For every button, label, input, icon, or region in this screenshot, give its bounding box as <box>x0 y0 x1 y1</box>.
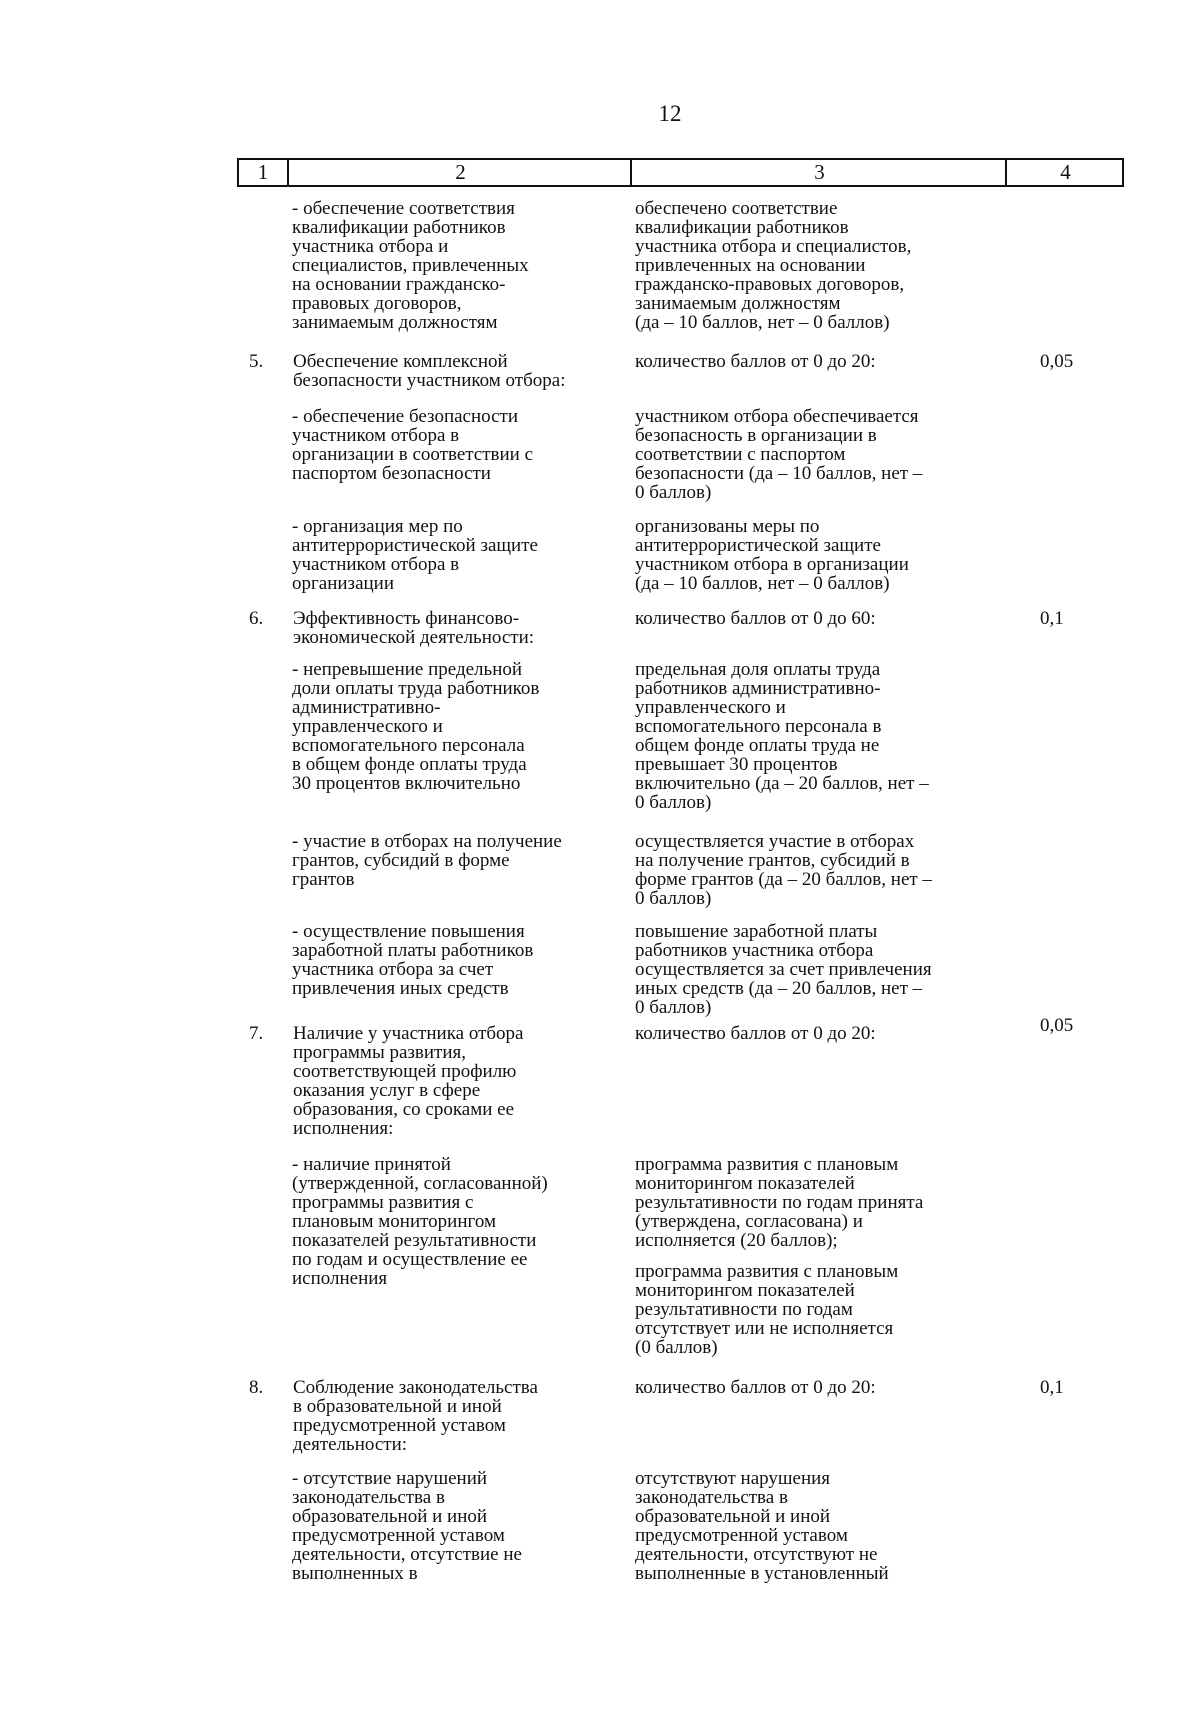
row-number: 5. <box>249 351 264 372</box>
evaluation-text: осуществляется участие в отборах на получение грантов, субсидий в форме грантов (да – 20 баллов, нет – 0 баллов) <box>635 831 932 909</box>
row-number: 7. <box>249 1023 264 1044</box>
row-number: 6. <box>249 608 264 629</box>
column-header-1: 1 <box>257 160 269 184</box>
evaluation-text: количество баллов от 0 до 20: <box>635 351 876 372</box>
evaluation-text-alternative: программа развития с плановым мониторингом показателей результативности по годам отсутствует или не исполняется (0 баллов) <box>635 1261 899 1358</box>
sub-criterion-text: - непревышение предельной доли оплаты труда работников административно- управленческого и вспомогательного персонала в общем фонде оплаты труда 30 процентов включительно <box>292 659 540 794</box>
column-header-3: 3 <box>630 160 1007 185</box>
evaluation-text: количество баллов от 0 до 20: <box>635 1023 876 1044</box>
sub-criterion-text: - осуществление повышения заработной платы работников участника отбора за счет привлечения иных средств <box>292 921 534 999</box>
criterion-text: Эффективность финансово- экономической деятельности: <box>293 608 535 648</box>
table-header-row <box>237 158 1124 187</box>
sub-criterion-text: - обеспечение безопасности участником отбора в организации в соответствии с паспортом безопасности <box>292 406 534 484</box>
page-number: 12 <box>658 101 682 126</box>
weight-value: 0,1 <box>1040 608 1064 629</box>
sub-criterion-text: - наличие принятой (утвержденной, согласованной) программы развития с плановым мониторингом показателей результативности по годам и осуществление ее исполнения <box>292 1154 548 1289</box>
evaluation-text: повышение заработной платы работников участника отбора осуществляется за счет привлечения иных средств (да – 20 баллов, нет – 0 баллов) <box>635 921 932 1018</box>
column-header-2: 2 <box>287 160 632 185</box>
weight-value: 0,1 <box>1040 1377 1064 1398</box>
row-number: 8. <box>249 1377 264 1398</box>
evaluation-text: участником отбора обеспечивается безопасность в организации в соответствии с паспортом безопасности (да – 10 баллов, нет – 0 баллов) <box>635 406 923 503</box>
sub-criterion-text: - обеспечение соответствия квалификации работников участника отбора и специалистов, привлеченных на основании гражданско- правовых договоров, занимаемым должностям <box>292 198 529 333</box>
evaluation-text: отсутствуют нарушения законодательства в образовательной и иной предусмотренной уставом деятельности, отсутствуют не выполненные в установленный <box>635 1468 889 1584</box>
evaluation-text: программа развития с плановым мониторингом показателей результативности по годам принята (утверждена, согласована) и исполняется (20 баллов); <box>635 1154 924 1251</box>
column-header-4: 4 <box>1005 160 1124 185</box>
criterion-text: Наличие у участника отбора программы развития, соответствующей профилю оказания услуг в сфере образования, со сроками ее исполнения: <box>293 1023 524 1139</box>
evaluation-text: организованы меры по антитеррористической защите участником отбора в организации (да – 10 баллов, нет – 0 баллов) <box>635 516 909 594</box>
evaluation-text: количество баллов от 0 до 60: <box>635 608 876 629</box>
sub-criterion-text: - отсутствие нарушений законодательства в образовательной и иной предусмотренной уставом деятельности, отсутствие не выполненных в <box>292 1468 522 1584</box>
criterion-text: Соблюдение законодательства в образовательной и иной предусмотренной уставом деятельности: <box>293 1377 538 1455</box>
criterion-text: Обеспечение комплексной безопасности участником отбора: <box>293 351 566 391</box>
weight-value: 0,05 <box>1040 351 1074 372</box>
sub-criterion-text: - участие в отборах на получение грантов, субсидий в форме грантов <box>292 831 562 890</box>
weight-value: 0,05 <box>1040 1015 1074 1036</box>
evaluation-text: обеспечено соответствие квалификации работников участника отбора и специалистов, привлеченных на основании гражданско-правовых договоров, занимаемым должностям (да – 10 баллов, нет – 0 баллов) <box>635 198 912 333</box>
evaluation-text: количество баллов от 0 до 20: <box>635 1377 876 1398</box>
evaluation-text: предельная доля оплаты труда работников административно- управленческого и вспомогательного персонала в общем фонде оплаты труда не превышает 30 процентов включительно (да – 20 баллов, нет – 0 баллов) <box>635 659 929 813</box>
sub-criterion-text: - организация мер по антитеррористической защите участником отбора в организации <box>292 516 538 594</box>
